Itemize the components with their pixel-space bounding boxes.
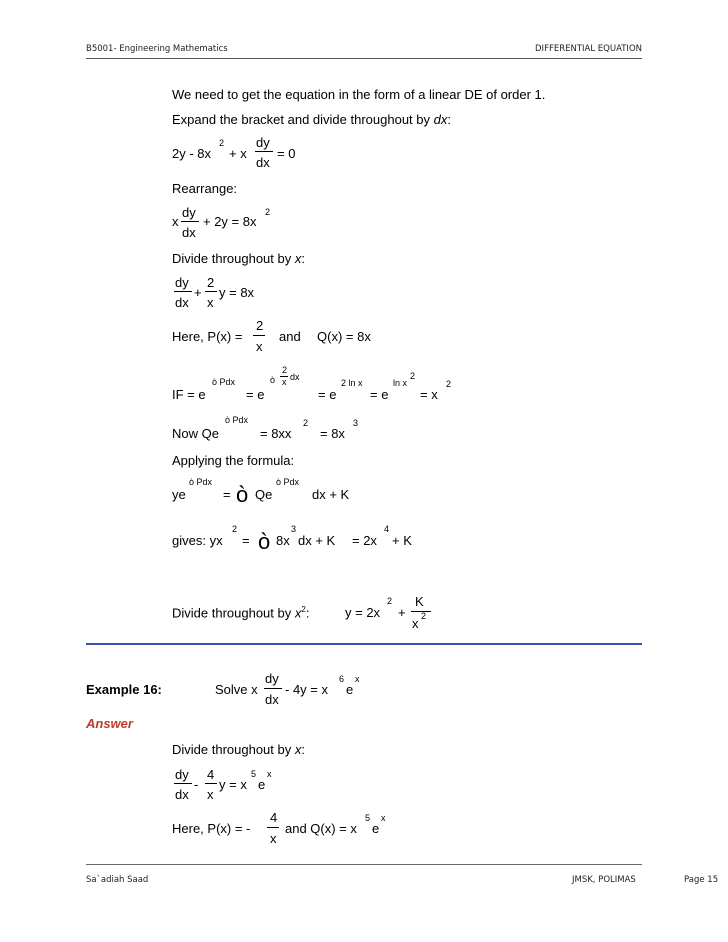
eq-term: dx + K	[298, 533, 336, 548]
eq-term: = e	[370, 387, 389, 402]
fraction-denominator: dx	[175, 787, 189, 802]
intro-line-2-colon: :	[447, 112, 451, 127]
eq-term	[172, 606, 309, 619]
fraction-denominator: x	[412, 616, 419, 631]
fraction-denominator: x	[270, 831, 277, 846]
fraction-bar	[205, 783, 217, 784]
eq-superscript: 5	[365, 813, 371, 823]
eq-term: + K	[392, 533, 412, 548]
exp-fraction-numerator: 2	[282, 365, 288, 375]
example-divide-label	[172, 743, 305, 756]
eq-superscript: x	[267, 769, 272, 779]
intro-line-2-text: Expand the bracket and divide throughout by	[172, 112, 434, 127]
eq-superscript: 2	[421, 611, 427, 621]
fraction-bar	[255, 151, 273, 152]
rearrange-label: Rearrange:	[172, 181, 238, 196]
divide-var: x	[294, 251, 302, 266]
eq-superscript: ò Pdx	[225, 415, 249, 425]
fraction-numerator: 2	[256, 318, 264, 333]
divide-text: Divide throughout by	[172, 605, 295, 621]
fraction-bar	[264, 688, 282, 689]
eq-superscript: ò Pdx	[276, 477, 300, 487]
fraction-numerator: dy	[256, 135, 270, 150]
divide-var: x	[294, 742, 302, 757]
eq-term: Qe	[255, 487, 273, 502]
fraction-denominator: x	[256, 339, 263, 354]
fraction-numerator: dy	[175, 275, 189, 290]
eq-term: Now Qe	[172, 426, 219, 441]
eq-term: 2y - 8x	[172, 146, 212, 161]
eq-term: Here, P(x) =	[172, 329, 243, 344]
fraction-bar	[205, 291, 217, 292]
divide-text: Divide throughout by	[172, 251, 295, 266]
eq-superscript: 2	[265, 207, 271, 217]
fraction-bar	[181, 221, 199, 222]
eq-term: e	[258, 777, 266, 792]
footer-rule	[86, 864, 642, 865]
eq-term: = 0	[277, 146, 296, 161]
fraction-numerator: 4	[207, 767, 215, 782]
eq-term: = 8xx	[260, 426, 292, 441]
eq-term: -	[194, 777, 199, 792]
fraction-numerator: 2	[207, 275, 215, 290]
divide-colon: :	[305, 605, 310, 621]
integral-sign: ò	[270, 375, 276, 385]
eq-term: IF = e	[172, 387, 206, 402]
eq-term: +	[398, 605, 406, 620]
fraction-denominator: dx	[175, 295, 189, 310]
fraction-bar	[267, 827, 279, 828]
header-left: B5001- Engineering Mathematics	[86, 44, 228, 54]
fraction-bar	[253, 335, 265, 336]
eq-term: +	[194, 285, 202, 300]
eq-superscript: 2	[387, 596, 393, 606]
eq-superscript: dx	[290, 372, 300, 382]
eq-term: and	[279, 329, 301, 344]
eq-term: = e	[318, 387, 337, 402]
eq-superscript: ln x	[393, 378, 408, 388]
eq-superscript: 2	[232, 524, 238, 534]
eq-superscript: 2	[446, 379, 452, 389]
eq-term: = 8x	[320, 426, 345, 441]
fraction-numerator: K	[415, 594, 424, 609]
exp-fraction-denominator: x	[282, 377, 287, 387]
intro-line-1: We need to get the equation in the form of a linear DE of order 1.	[172, 87, 546, 102]
eq-term: e	[372, 821, 380, 836]
eq-superscript: 3	[291, 524, 297, 534]
fraction-bar	[174, 291, 192, 292]
eq-term: = 2x	[352, 533, 377, 548]
eq-superscript: 2 ln x	[341, 378, 363, 388]
eq-superscript: 2	[219, 138, 225, 148]
page-number: Page 15	[684, 875, 719, 885]
eq-term: = x	[420, 387, 438, 402]
fraction-numerator: dy	[265, 671, 279, 686]
eq-term: Solve x	[215, 682, 258, 697]
divide-colon: :	[301, 251, 305, 266]
eq-term: =	[242, 533, 250, 548]
footer-author: Sa`adiah Saad	[86, 875, 149, 885]
eq-term: = e	[246, 387, 265, 402]
eq-term: =	[223, 487, 231, 502]
eq-term: + 2y = 8x	[203, 214, 257, 229]
eq-term: and Q(x) = x	[285, 821, 357, 836]
fraction-numerator: dy	[175, 767, 189, 782]
answer-heading: Answer	[86, 716, 133, 731]
eq-superscript: 4	[384, 524, 390, 534]
eq-term: gives: yx	[172, 533, 223, 548]
eq-term: 8x	[276, 533, 290, 548]
eq-superscript: 2	[303, 418, 309, 428]
fraction-bar	[174, 783, 192, 784]
fraction-numerator: 4	[270, 810, 278, 825]
fraction-denominator: dx	[265, 692, 279, 707]
eq-superscript: 2	[301, 605, 306, 614]
divide-var: x	[294, 605, 302, 621]
section-divider	[86, 643, 642, 645]
applying-label: Applying the formula:	[172, 453, 295, 468]
eq-term: ye	[172, 487, 186, 502]
eq-term: e	[346, 682, 354, 697]
divide-label	[172, 252, 305, 265]
eq-superscript: 5	[251, 769, 257, 779]
fraction-denominator: x	[207, 787, 214, 802]
eq-term: + x	[229, 146, 247, 161]
eq-superscript: x	[381, 813, 386, 823]
header-rule	[86, 58, 642, 59]
eq-term: dx + K	[312, 487, 350, 502]
eq-superscript: 3	[353, 418, 359, 428]
integral-sign: ò	[258, 529, 271, 554]
eq-superscript: ò Pdx	[212, 377, 236, 387]
fraction-denominator: dx	[182, 225, 196, 240]
fraction-numerator: dy	[182, 205, 196, 220]
integral-sign: ò	[236, 482, 249, 507]
eq-superscript: 6	[339, 674, 345, 684]
fraction-denominator: dx	[256, 155, 270, 170]
eq-superscript: x	[355, 674, 360, 684]
eq-term: Q(x) = 8x	[317, 329, 371, 344]
eq-term: Here, P(x) = -	[172, 821, 251, 836]
eq-term: y = 8x	[219, 285, 255, 300]
footer-institution: JMSK, POLIMAS	[572, 875, 636, 885]
intro-line-2-var: dx	[433, 112, 448, 127]
eq-term: - 4y = x	[285, 682, 328, 697]
divide-colon: :	[301, 742, 305, 757]
eq-superscript: ò Pdx	[189, 477, 213, 487]
fraction-denominator: x	[207, 295, 214, 310]
eq-term: x	[172, 214, 179, 229]
eq-superscript: 2	[410, 371, 416, 381]
example-label: Example 16:	[86, 682, 162, 697]
intro-line-2	[172, 113, 451, 126]
divide-text: Divide throughout by	[172, 742, 295, 757]
eq-term: y = x	[219, 777, 247, 792]
header-right: DIFFERENTIAL EQUATION	[535, 44, 642, 54]
eq-term: y = 2x	[345, 605, 381, 620]
